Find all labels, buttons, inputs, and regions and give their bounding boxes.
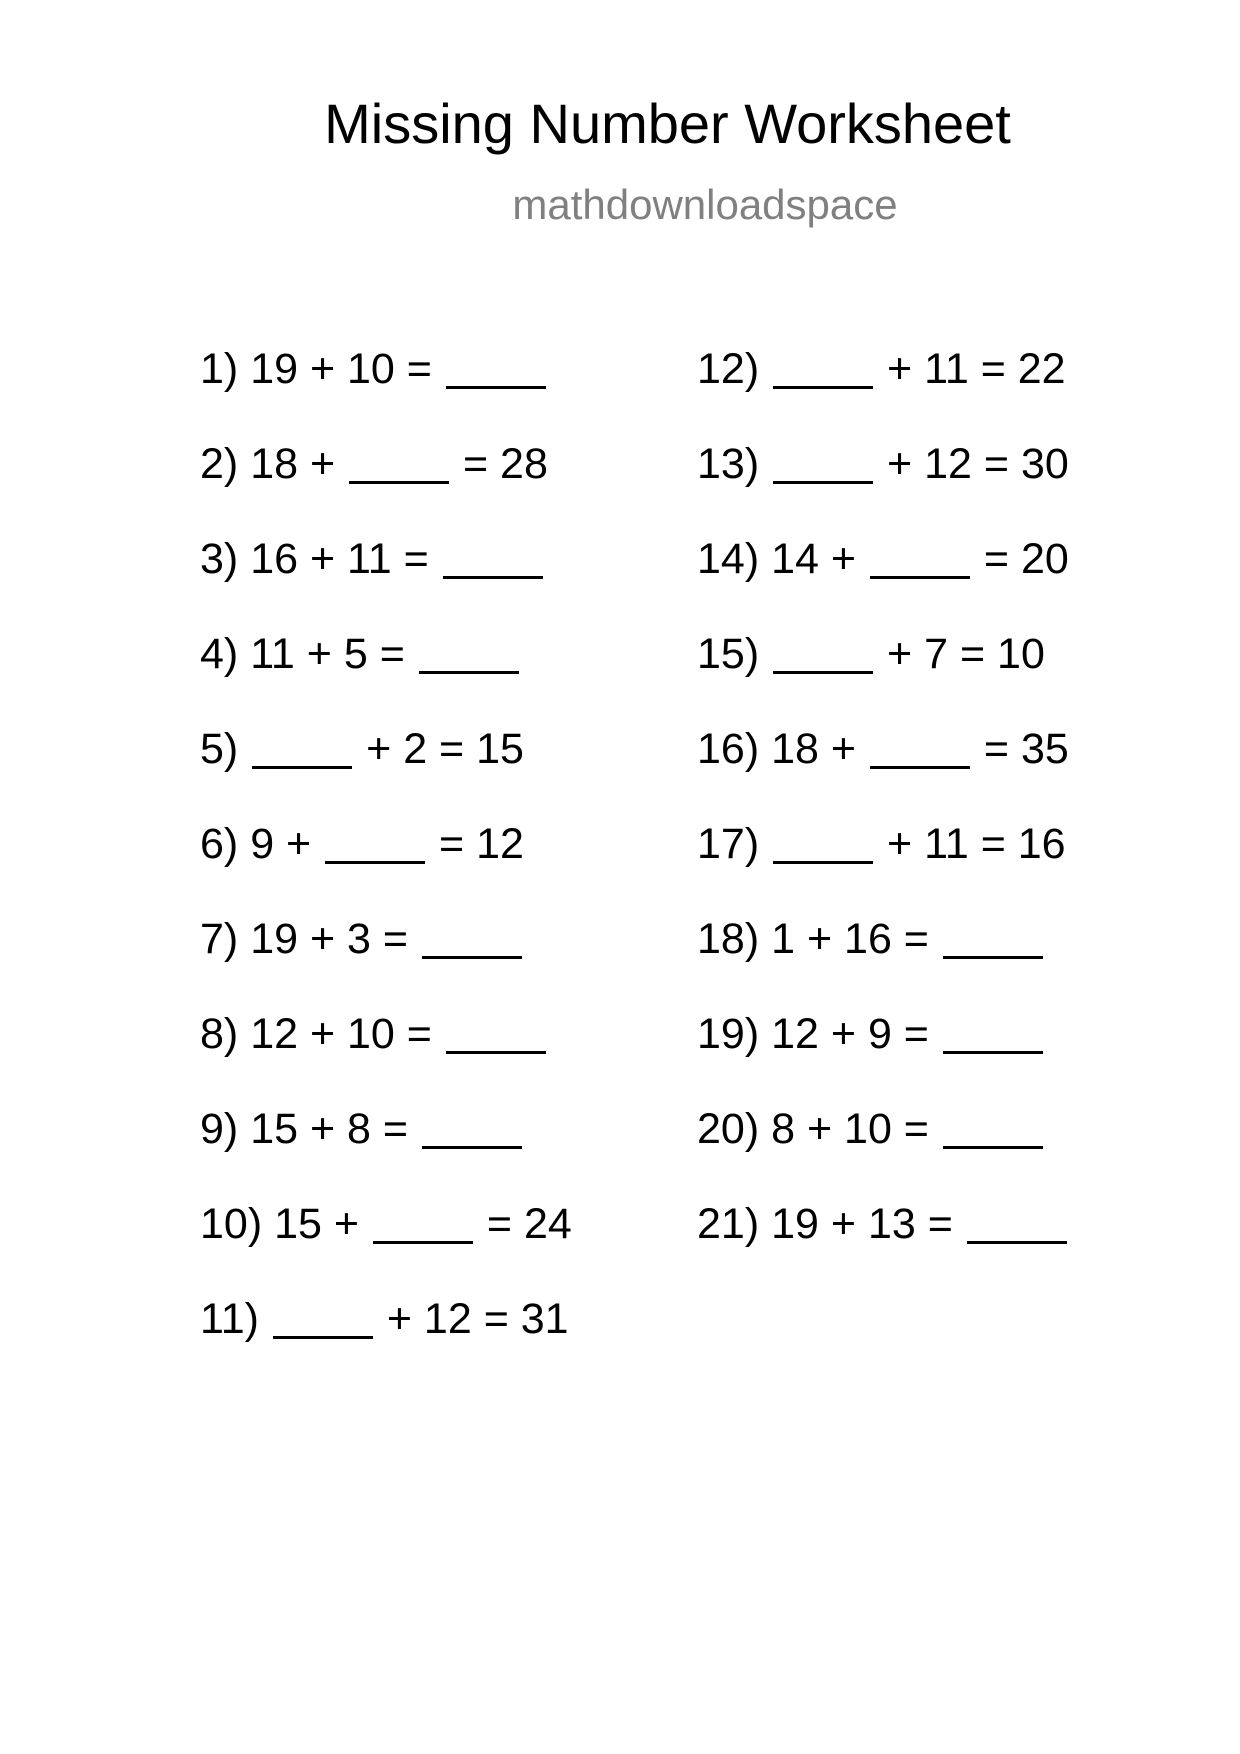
answer-blank[interactable] <box>870 765 970 769</box>
problem-item <box>200 630 572 728</box>
problem-number: 18) <box>697 915 760 963</box>
answer-blank[interactable] <box>870 575 970 579</box>
answer-blank[interactable] <box>773 860 873 864</box>
problem-number: 11) <box>200 1295 259 1343</box>
problem-number: 20) <box>697 1105 760 1153</box>
problems-right-column <box>697 345 1069 1298</box>
answer-blank[interactable] <box>446 1050 546 1054</box>
answer-blank[interactable] <box>773 670 873 674</box>
problem-number: 8) <box>200 1010 239 1058</box>
page-subtitle: mathdownloadspace <box>512 181 898 228</box>
answer-blank[interactable] <box>422 1145 522 1149</box>
problem-number: 15) <box>697 630 760 678</box>
problem-before: 8 + 10 = <box>771 1105 941 1153</box>
problem-item <box>697 345 1069 443</box>
problem-item <box>200 915 572 1013</box>
problem-number: 9) <box>200 1105 239 1153</box>
problem-before: 1 + 16 = <box>771 915 941 963</box>
problem-before: 12 + 9 = <box>771 1010 941 1058</box>
answer-blank[interactable] <box>273 1335 373 1339</box>
problem-before: 11 + 5 = <box>250 630 417 678</box>
problem-before: 19 + 3 = <box>250 915 420 963</box>
problem-before: 16 + 11 = <box>250 535 441 583</box>
problem-after: = 24 <box>474 1200 572 1248</box>
problem-item <box>697 440 1069 538</box>
answer-blank[interactable] <box>443 575 543 579</box>
problem-after: = 12 <box>427 820 524 868</box>
problem-number: 21) <box>697 1200 760 1248</box>
answer-blank[interactable] <box>943 1145 1043 1149</box>
answer-blank[interactable] <box>446 385 546 389</box>
problem-number: 3) <box>200 535 239 583</box>
problem-number: 1) <box>200 345 239 393</box>
answer-blank[interactable] <box>325 860 425 864</box>
problem-number: 6) <box>200 820 239 868</box>
problem-number: 7) <box>200 915 239 963</box>
problem-after: + 12 = 30 <box>875 440 1069 488</box>
problem-item <box>200 440 572 538</box>
problem-after: + 12 = 31 <box>374 1295 569 1343</box>
problem-item <box>697 1200 1069 1298</box>
problem-before: 19 + 10 = <box>250 345 444 393</box>
page-title: Missing Number Worksheet <box>324 92 1011 155</box>
problem-before: 19 + 13 = <box>771 1200 965 1248</box>
answer-blank[interactable] <box>252 765 352 769</box>
answer-blank[interactable] <box>943 1050 1043 1054</box>
problem-item <box>697 535 1069 633</box>
problem-number: 16) <box>697 725 760 773</box>
problem-number: 4) <box>200 630 239 678</box>
problems-left-column <box>200 345 572 1393</box>
problem-item <box>697 1010 1069 1108</box>
answer-blank[interactable] <box>373 1240 473 1244</box>
problem-before: 12 + 10 = <box>250 1010 444 1058</box>
answer-blank[interactable] <box>943 955 1043 959</box>
problem-after: = 28 <box>451 440 548 488</box>
problem-item <box>697 820 1069 918</box>
problem-item <box>200 1295 572 1393</box>
problem-number: 2) <box>200 440 239 488</box>
problem-item <box>200 725 572 823</box>
problem-after: = 20 <box>971 535 1069 583</box>
problem-after: + 11 = 22 <box>875 345 1066 393</box>
problem-before: 18 + <box>771 725 868 773</box>
problem-item <box>200 345 572 443</box>
problem-number: 12) <box>697 345 760 393</box>
problem-before: 15 + <box>274 1200 371 1248</box>
problem-item <box>200 1105 572 1203</box>
problem-item <box>200 535 572 633</box>
answer-blank[interactable] <box>419 670 519 674</box>
problem-item <box>200 1200 572 1298</box>
problem-number: 17) <box>697 820 760 868</box>
problem-item <box>200 1010 572 1108</box>
problem-after: + 7 = 10 <box>875 630 1045 678</box>
problem-after: + 2 = 15 <box>354 725 524 773</box>
problem-number: 5) <box>200 725 239 773</box>
answer-blank[interactable] <box>773 480 873 484</box>
problem-before: 15 + 8 = <box>250 1105 420 1153</box>
problem-number: 19) <box>697 1010 760 1058</box>
problem-before: 14 + <box>771 535 868 583</box>
problem-number: 10) <box>200 1200 263 1248</box>
problem-before: 9 + <box>250 820 324 868</box>
problem-item <box>697 630 1069 728</box>
answer-blank[interactable] <box>773 385 873 389</box>
answer-blank[interactable] <box>349 480 449 484</box>
problem-number: 14) <box>697 535 760 583</box>
problem-item <box>697 915 1069 1013</box>
problem-number: 13) <box>697 440 760 488</box>
problem-after: = 35 <box>971 725 1069 773</box>
problem-item <box>200 820 572 918</box>
problem-after: + 11 = 16 <box>875 820 1066 868</box>
problem-item <box>697 1105 1069 1203</box>
answer-blank[interactable] <box>967 1240 1067 1244</box>
answer-blank[interactable] <box>422 955 522 959</box>
problem-item <box>697 725 1069 823</box>
problem-before: 18 + <box>250 440 348 488</box>
